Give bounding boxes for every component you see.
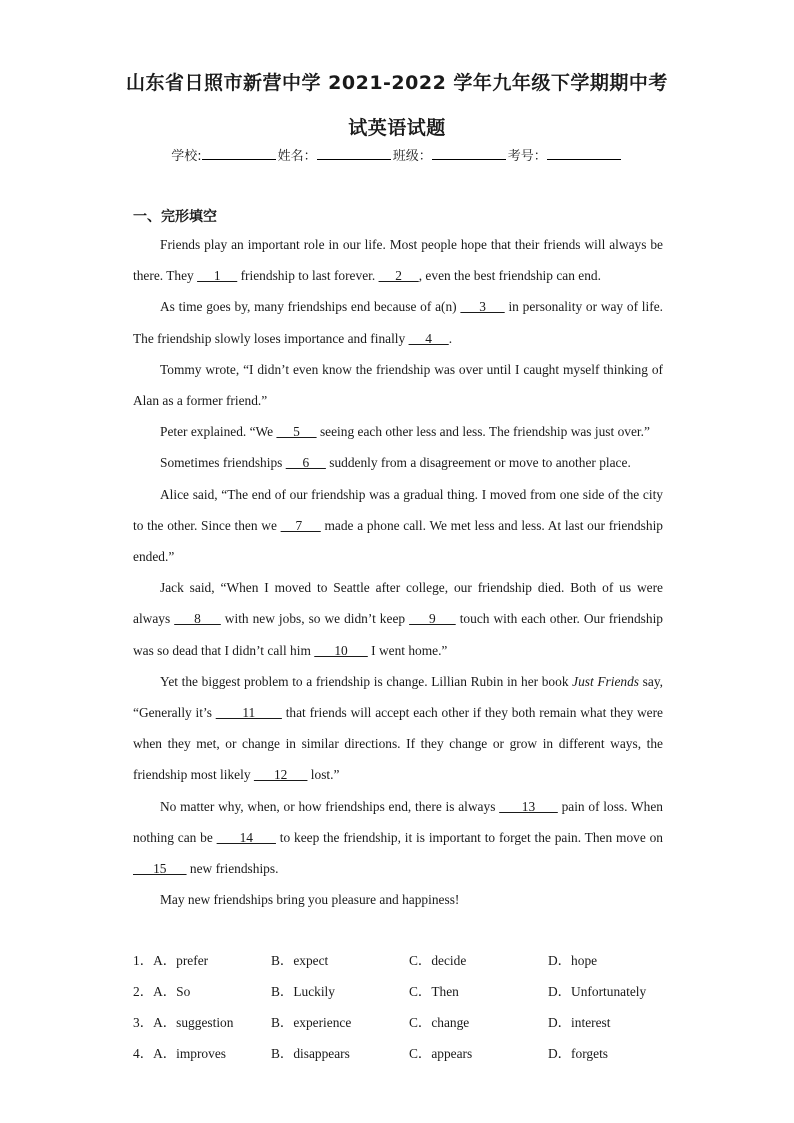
option-row-1 (133, 945, 663, 976)
blank-7: 7 (280, 517, 321, 533)
blank-15: 15 (133, 861, 187, 877)
school-label: 学校: (171, 149, 202, 164)
text: pain of loss. When nothing can be (133, 798, 663, 845)
text: seeing each other less and less. The friendship was just over.” (316, 424, 650, 440)
blank-9: 9 (409, 611, 456, 627)
text: with new jobs, so we didn’t keep (220, 611, 410, 627)
option-row-2 (133, 976, 663, 1007)
text: lost.” (307, 767, 340, 783)
number-label: 考号： (507, 149, 547, 164)
paragraph-6 (133, 479, 663, 573)
paragraph-2 (133, 291, 663, 353)
option-row-3 (133, 1007, 663, 1038)
text: Yet the biggest problem to a friendship is change. Lillian Rubin in her book (160, 673, 573, 689)
text: to keep the friendship, it is important to forget the pain. Then move on (275, 829, 663, 845)
book-title: Just Friends (572, 673, 640, 689)
text: . (448, 330, 453, 346)
paragraph-5 (133, 447, 663, 478)
option-c: C．decide (409, 953, 467, 968)
name-blank (317, 145, 391, 160)
blank-4: 4 (408, 330, 449, 346)
text: made a phone call. We met less and less. At last our friendship ended.” (133, 517, 664, 565)
text: I went home.” (367, 642, 448, 658)
option-b: B．Luckily (271, 984, 335, 999)
blank-11: 11 (215, 705, 282, 721)
paragraph-3: Tommy wrote, “I didn’t even know the friendship was over until I caught myself thinking of Alan as a former friend.” (133, 361, 663, 409)
option-a: 2．A．So (133, 984, 191, 999)
text: Peter explained. “We (160, 424, 277, 440)
option-d: D．hope (548, 953, 598, 968)
paragraph-4 (133, 416, 663, 447)
paragraph-10: May new friendships bring you pleasure and happiness! (160, 892, 460, 908)
option-row-4 (133, 1038, 663, 1069)
answer-options (133, 945, 663, 1069)
option-b: B．expect (271, 953, 329, 968)
option-a: 1．A．prefer (133, 953, 209, 968)
blank-8: 8 (174, 611, 221, 627)
text: As time goes by, many friendships end because of a(n) (160, 299, 461, 315)
option-c: C．appears (409, 1046, 473, 1061)
option-d: D．Unfortunately (548, 984, 647, 999)
option-a: 3．A．suggestion (133, 1015, 234, 1030)
text: Sometimes friendships (160, 455, 286, 471)
option-c: C．Then (409, 984, 459, 999)
text: No matter why, when, or how friendships end, there is always (160, 798, 500, 814)
text: Friends play an important role in our life. Most people hope that their friends will always be there. They (133, 237, 663, 284)
text: friendship to last forever. (237, 268, 379, 284)
blank-14: 14 (216, 829, 276, 845)
option-a: 4．A．improves (133, 1046, 226, 1061)
paragraph-7 (133, 572, 663, 666)
class-blank (432, 145, 506, 160)
option-b: B．disappears (271, 1046, 350, 1061)
option-c: C．change (409, 1015, 470, 1030)
text: in personality or way of life. The friendship slowly loses importance and finally (133, 299, 663, 346)
paragraph-9 (133, 791, 663, 885)
paragraph-1 (133, 229, 663, 291)
cloze-passage (133, 229, 663, 915)
number-blank (547, 145, 621, 160)
blank-1: 1 (197, 268, 238, 284)
option-d: D．interest (548, 1015, 611, 1030)
option-b: B．experience (271, 1015, 352, 1030)
text: Alice said, “The end of our friendship was a gradual thing. I moved from one side of the city to the other. Since then we (133, 486, 663, 533)
blank-3: 3 (460, 299, 505, 315)
section-heading: 一、完形填空 (133, 209, 217, 225)
blank-10: 10 (314, 642, 368, 658)
blank-6: 6 (285, 455, 326, 471)
text: new friendships. (186, 861, 279, 877)
student-info-line (0, 145, 794, 164)
blank-13: 13 (499, 798, 558, 814)
option-d: D．forgets (548, 1046, 609, 1061)
class-label: 班级： (392, 149, 432, 164)
paragraph-8 (133, 666, 663, 791)
document-title-line-2: 试英语试题 (348, 117, 446, 139)
blank-2: 2 (378, 268, 419, 284)
text: Jack said, “When I moved to Seattle after college, our friendship died. Both of us were always (133, 580, 663, 627)
name-label: 姓名： (277, 149, 317, 164)
text: , even the best friendship can end. (418, 268, 601, 284)
blank-5: 5 (276, 424, 317, 440)
text: that friends will accept each other if they both remain what they were when they met, or change in similar directions. If they change or grow in different ways, the friendship most likely (133, 705, 663, 783)
text: touch with each other. Our friendship was so dead that I didn’t call him (133, 611, 663, 658)
document-title-line-1: 山东省日照市新营中学 2021-2022 学年九年级下学期期中考 (126, 72, 668, 94)
blank-12: 12 (253, 767, 308, 783)
school-blank (202, 145, 276, 160)
text: say, “Generally it’s (133, 673, 663, 721)
text: suddenly from a disagreement or move to another place. (325, 455, 631, 471)
